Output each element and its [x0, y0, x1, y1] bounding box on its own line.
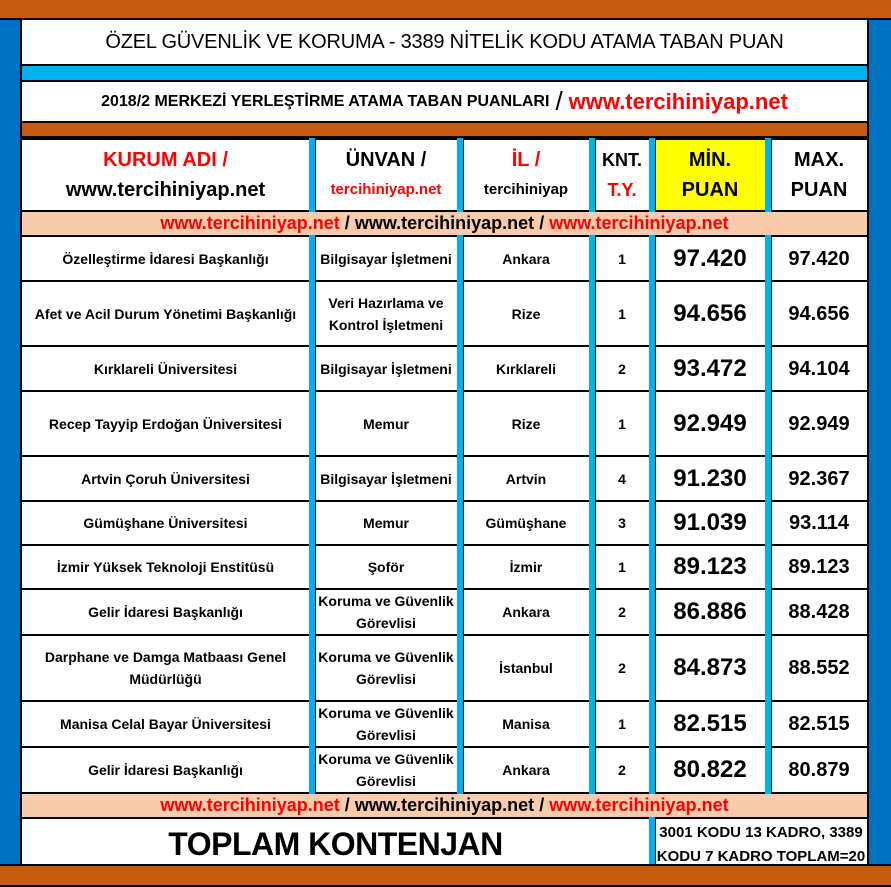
max-puan-cell: 94.656 — [768, 281, 867, 346]
banner-link-2[interactable]: www.tercihiniyap.net — [354, 795, 535, 815]
il-cell: Kırklareli — [460, 346, 592, 391]
banner-link-2[interactable]: www.tercihiniyap.net — [354, 213, 535, 233]
min-puan-cell: 82.515 — [652, 701, 768, 747]
bottom-orange-bar — [0, 864, 891, 887]
header-unvan — [312, 139, 460, 211]
max-puan-cell: 92.949 — [768, 391, 867, 456]
site-banner-bottom — [22, 793, 867, 818]
header-min-puan — [652, 139, 768, 211]
banner-link-3[interactable]: www.tercihiniyap.net — [549, 213, 729, 233]
subtitle-site-link[interactable]: www.tercihiniyap.net — [568, 88, 788, 114]
il-cell: Gümüşhane — [460, 501, 592, 545]
kontenjan-cell: 2 — [592, 589, 652, 635]
kurum-cell: Manisa Celal Bayar Üniversitesi — [22, 701, 312, 747]
kontenjan-cell: 2 — [592, 747, 652, 793]
unvan-cell: Veri Hazırlama ve Kontrol İşletmeni — [312, 281, 460, 346]
site-banner-cell — [22, 793, 867, 818]
kontenjan-cell: 1 — [592, 281, 652, 346]
right-blue-border — [867, 20, 891, 866]
max-puan-cell: 92.367 — [768, 456, 867, 501]
il-cell: Manisa — [460, 701, 592, 747]
note-line-1: 3001 KODU 13 KADRO, 3389 — [659, 823, 863, 841]
max-puan-cell: 80.879 — [768, 747, 867, 793]
table-row — [22, 635, 867, 701]
min-puan-cell: 86.886 — [652, 589, 768, 635]
header-min-puan-label: PUAN — [681, 179, 739, 201]
kurum-cell: Gelir İdaresi Başkanlığı — [22, 747, 312, 793]
max-puan-cell: 88.552 — [768, 635, 867, 701]
banner-sep: / — [339, 213, 355, 233]
page-title — [22, 20, 867, 66]
max-puan-cell: 97.420 — [768, 236, 867, 281]
kurum-cell: İzmir Yüksek Teknoloji Enstitüsü — [22, 545, 312, 589]
table-row — [22, 281, 867, 346]
table-row — [22, 589, 867, 635]
max-puan-cell: 93.114 — [768, 501, 867, 545]
kontenjan-cell: 1 — [592, 391, 652, 456]
banner-link-1[interactable]: www.tercihiniyap.net — [160, 213, 340, 233]
score-table — [22, 138, 867, 872]
banner-sep: / — [534, 213, 550, 233]
table-row — [22, 501, 867, 545]
kurum-cell: Gelir İdaresi Başkanlığı — [22, 589, 312, 635]
banner-sep: / — [339, 795, 355, 815]
kurum-cell: Gümüşhane Üniversitesi — [22, 501, 312, 545]
unvan-cell: Memur — [312, 501, 460, 545]
table-row — [22, 701, 867, 747]
il-cell: Rize — [460, 281, 592, 346]
table-row — [22, 545, 867, 589]
unvan-cell: Koruma ve Güvenlik Görevlisi — [312, 635, 460, 701]
unvan-cell: Şoför — [312, 545, 460, 589]
table-row — [22, 236, 867, 281]
left-blue-border — [0, 20, 22, 866]
kontenjan-cell: 1 — [592, 701, 652, 747]
header-unvan-site: tercihiniyap.net — [330, 181, 442, 198]
table-header — [22, 139, 867, 211]
header-il-label: İL / — [511, 149, 541, 171]
kurum-cell: Darphane ve Damga Matbaası Genel Müdürlüğü — [22, 635, 312, 701]
kurum-cell: Recep Tayyip Erdoğan Üniversitesi — [22, 391, 312, 456]
kontenjan-cell: 1 — [592, 236, 652, 281]
site-banner-cell — [22, 211, 867, 236]
min-puan-cell: 92.949 — [652, 391, 768, 456]
il-cell: Artvin — [460, 456, 592, 501]
kontenjan-cell: 2 — [592, 635, 652, 701]
min-puan-cell: 91.230 — [652, 456, 768, 501]
kurum-cell: Kırklareli Üniversitesi — [22, 346, 312, 391]
min-puan-cell: 93.472 — [652, 346, 768, 391]
header-il-site: tercihiniyap — [483, 181, 569, 198]
top-orange-bar — [0, 0, 891, 20]
table-row — [22, 391, 867, 456]
il-cell: Ankara — [460, 236, 592, 281]
header-max-label: MAX. — [794, 149, 844, 171]
kurum-cell: Özelleştirme İdaresi Başkanlığı — [22, 236, 312, 281]
min-puan-cell: 97.420 — [652, 236, 768, 281]
header-kurum-label: KURUM ADI / — [103, 149, 228, 171]
il-cell: Ankara — [460, 747, 592, 793]
banner-link-1[interactable]: www.tercihiniyap.net — [160, 795, 340, 815]
min-puan-cell: 94.656 — [652, 281, 768, 346]
header-unvan-label: ÜNVAN / — [345, 149, 427, 171]
header-max-puan — [768, 139, 867, 211]
max-puan-cell: 89.123 — [768, 545, 867, 589]
max-puan-cell: 82.515 — [768, 701, 867, 747]
header-min-label: MİN. — [688, 149, 732, 171]
total-kontenjan-label: TOPLAM KONTENJAN — [22, 818, 652, 871]
header-ty-label: T.Y. — [607, 180, 637, 200]
unvan-cell: Koruma ve Güvenlik Görevlisi — [312, 589, 460, 635]
unvan-cell: Koruma ve Güvenlik Görevlisi — [312, 701, 460, 747]
min-puan-cell: 80.822 — [652, 747, 768, 793]
min-puan-cell: 84.873 — [652, 635, 768, 701]
max-puan-cell: 94.104 — [768, 346, 867, 391]
min-puan-cell: 91.039 — [652, 501, 768, 545]
kurum-cell: Afet ve Acil Durum Yönetimi Başkanlığı — [22, 281, 312, 346]
unvan-cell: Bilgisayar İşletmeni — [312, 456, 460, 501]
kurum-cell: Artvin Çoruh Üniversitesi — [22, 456, 312, 501]
unvan-cell: Bilgisayar İşletmeni — [312, 346, 460, 391]
header-kurum — [22, 139, 312, 211]
cyan-divider — [22, 66, 867, 82]
min-puan-cell: 89.123 — [652, 545, 768, 589]
site-banner-top — [22, 211, 867, 236]
table-row — [22, 346, 867, 391]
note-line-2: KODU 7 KADRO TOPLAM=20 — [656, 847, 866, 865]
unvan-cell: Bilgisayar İşletmeni — [312, 236, 460, 281]
banner-sep: / — [534, 795, 550, 815]
header-max-puan-label: PUAN — [790, 179, 848, 201]
il-cell: İzmir — [460, 545, 592, 589]
il-cell: Rize — [460, 391, 592, 456]
header-il — [460, 139, 592, 211]
kontenjan-cell: 1 — [592, 545, 652, 589]
subtitle — [22, 82, 867, 123]
header-kurum-site: www.tercihiniyap.net — [65, 179, 266, 201]
banner-link-3[interactable]: www.tercihiniyap.net — [549, 795, 729, 815]
header-kontenjan — [592, 139, 652, 211]
table-row — [22, 456, 867, 501]
max-puan-cell: 88.428 — [768, 589, 867, 635]
subtitle-text: 2018/2 MERKEZİ YERLEŞTİRME ATAMA TABAN PUANLARI — [101, 92, 550, 110]
orange-divider — [22, 123, 867, 138]
table-row — [22, 747, 867, 793]
unvan-cell: Koruma ve Güvenlik Görevlisi — [312, 747, 460, 793]
kontenjan-cell: 2 — [592, 346, 652, 391]
unvan-cell: Memur — [312, 391, 460, 456]
kontenjan-cell: 3 — [592, 501, 652, 545]
subtitle-separator: / — [555, 86, 563, 116]
page-title-text: ÖZEL GÜVENLİK VE KORUMA - 3389 NİTELİK KODU ATAMA TABAN PUAN — [105, 30, 784, 53]
il-cell: Ankara — [460, 589, 592, 635]
header-kontenjan-label: KNT. — [602, 150, 642, 170]
il-cell: İstanbul — [460, 635, 592, 701]
kontenjan-cell: 4 — [592, 456, 652, 501]
